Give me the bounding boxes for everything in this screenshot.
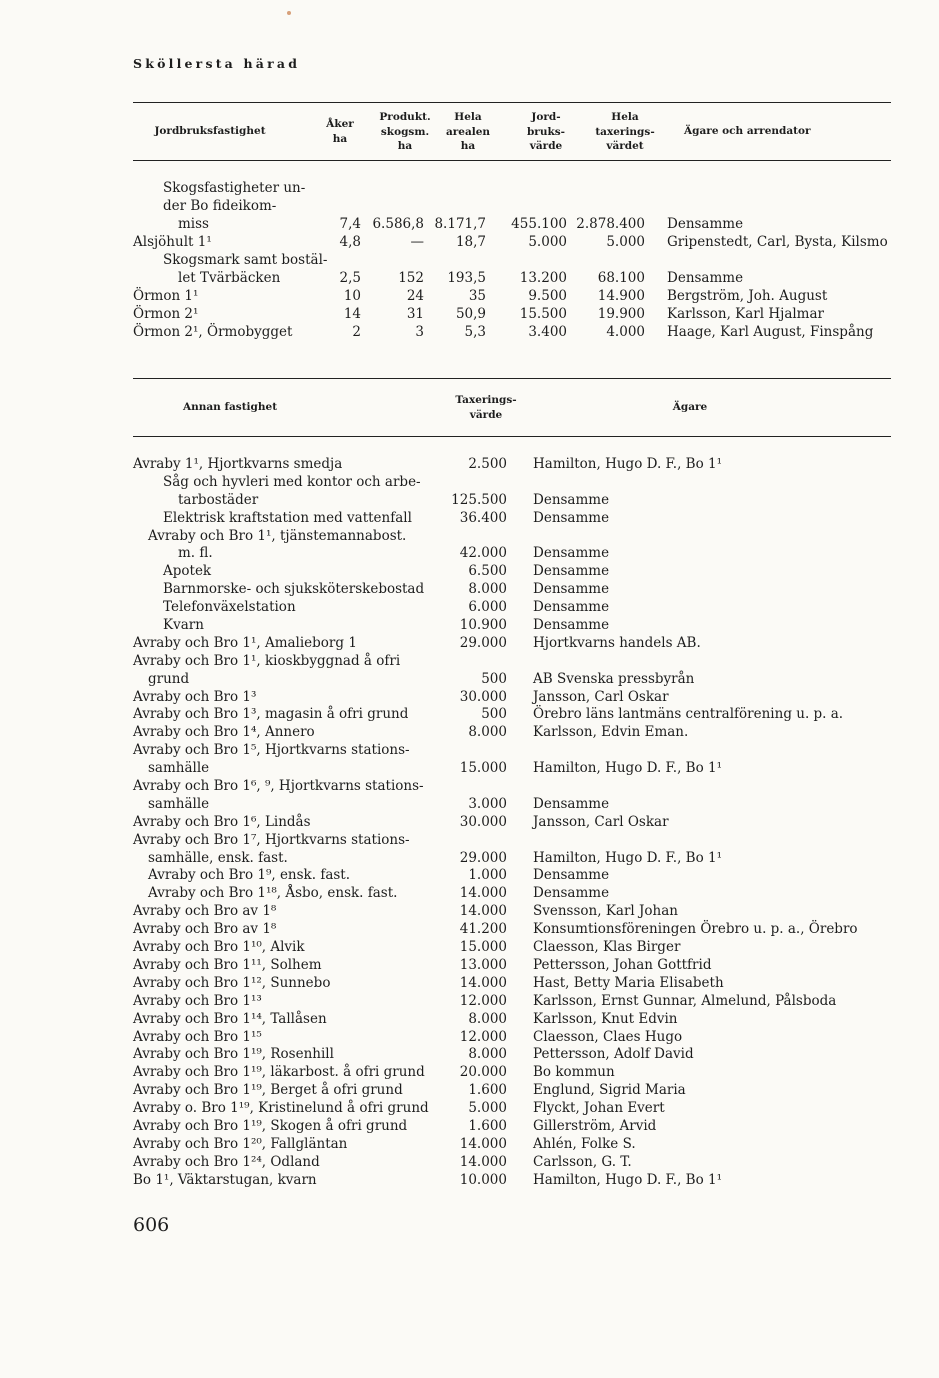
property-name: Örmon 1¹ [133, 288, 199, 304]
owner: Hamilton, Hugo D. F., Bo 1¹ [533, 456, 723, 472]
taxation-value: 15.000 [459, 760, 507, 777]
owner: Hamilton, Hugo D. F., Bo 1¹ [533, 760, 723, 777]
cell-areal: 5,3 [464, 324, 486, 340]
table-row [133, 724, 923, 742]
property-name: Avraby 1¹, Hjortkvarns smedja [133, 456, 343, 472]
owner: Densamme [533, 867, 610, 884]
taxation-value: 8.000 [468, 724, 507, 741]
table-row [133, 287, 913, 305]
taxation-value: 29.000 [459, 849, 507, 866]
taxation-value: 14.000 [459, 903, 507, 920]
taxation-value: 8.000 [468, 581, 507, 598]
table-row [133, 1100, 923, 1118]
owner: Karlsson, Knut Edvin [533, 1010, 678, 1027]
cell-skogsm: 6.586,8 [372, 216, 424, 232]
table-row [133, 599, 923, 617]
property-name: Skogsmark samt bostäl- [163, 252, 328, 268]
owner: Englund, Sigrid Maria [533, 1082, 686, 1099]
table-row [133, 215, 913, 233]
table2-top-rule [133, 378, 891, 379]
table-row [133, 1064, 923, 1082]
taxation-value: 41.200 [459, 921, 507, 938]
property-name: Elektrisk kraftstation med vattenfall [163, 509, 412, 526]
table-row [133, 850, 923, 868]
table2-body [133, 456, 923, 1190]
taxation-value: 29.000 [459, 634, 507, 651]
property-name: Avraby och Bro 1²⁴, Odland [133, 1153, 320, 1170]
cell-tax: 19.900 [597, 306, 645, 322]
property-name: grund [148, 670, 190, 687]
cell-jord: 9.500 [528, 288, 567, 304]
table-row [133, 653, 923, 671]
owner: Densamme [667, 270, 744, 286]
cell-jord: 455.100 [511, 216, 567, 232]
owner: Densamme [667, 216, 744, 232]
cell-jord: 15.500 [519, 306, 567, 322]
taxation-value: 20.000 [459, 1064, 507, 1081]
table1-top-rule [133, 102, 891, 103]
owner: Densamme [533, 599, 610, 616]
owner: Örebro läns lantmäns centralförening u. p. a. [533, 706, 844, 723]
property-name: Avraby och Bro 1⁴, Annero [133, 724, 315, 741]
property-name: Avraby och Bro 1⁶, Lindås [133, 813, 311, 830]
owner: Ahlén, Folke S. [533, 1135, 636, 1152]
owner: Hamilton, Hugo D. F., Bo 1¹ [533, 1171, 723, 1188]
cell-areal: 193,5 [447, 270, 486, 286]
table-row [133, 921, 923, 939]
cell-skogsm: 24 [406, 288, 424, 304]
cell-aker: 4,8 [339, 234, 361, 250]
table-row [133, 233, 913, 251]
table-row [133, 1172, 923, 1190]
property-name: der Bo fideikom- [163, 198, 277, 214]
owner: Karlsson, Edvin Eman. [533, 724, 689, 741]
property-name: Avraby och Bro 1¹⁸, Åsbo, ensk. fast. [148, 885, 398, 902]
property-name: Avraby och Bro 1¹⁵ [133, 1028, 262, 1045]
cell-tax: 5.000 [606, 234, 645, 250]
taxation-value: 30.000 [459, 688, 507, 705]
table-row [133, 1046, 923, 1064]
owner: Svensson, Karl Johan [533, 903, 678, 920]
owner: Konsumtionsföreningen Örebro u. p. a., Örebro [533, 921, 858, 938]
property-name: Avraby och Bro 1¹⁹, Rosenhill [133, 1046, 334, 1063]
cell-jord: 5.000 [528, 234, 567, 250]
table-row [133, 689, 923, 707]
t1-header-jordbruksvarde: Jord- bruks- värde [526, 111, 566, 152]
table-row [133, 867, 923, 885]
table-row [133, 563, 923, 581]
owner: Claesson, Klas Birger [533, 939, 681, 956]
table-row [133, 305, 913, 323]
taxation-value: 42.000 [459, 545, 507, 562]
table-row [133, 885, 923, 903]
table-row [133, 1029, 923, 1047]
cell-aker: 10 [343, 288, 361, 304]
owner: Jansson, Carl Oskar [533, 688, 669, 705]
table-row [133, 1118, 923, 1136]
owner: Gillerström, Arvid [533, 1117, 657, 1134]
taxation-value: 14.000 [459, 1153, 507, 1170]
property-name: Avraby och Bro 1¹, Amalieborg 1 [133, 634, 357, 651]
property-name: samhälle [148, 795, 210, 812]
taxation-value: 2.500 [468, 456, 507, 472]
table-row [133, 760, 923, 778]
owner: Claesson, Claes Hugo [533, 1028, 683, 1045]
property-name: Avraby och Bro 1¹⁹, läkarbost. å ofri grund [133, 1064, 425, 1081]
t1-header-arealen: Hela arealen ha [445, 111, 491, 152]
t2-header-value: Taxerings- värde [455, 394, 517, 421]
cell-areal: 18,7 [455, 234, 486, 250]
taxation-value: 125.500 [451, 491, 507, 508]
property-name: samhälle, ensk. fast. [148, 849, 288, 866]
property-name: Apotek [163, 563, 212, 580]
property-name: Avraby och Bro 1¹², Sunnebo [133, 974, 331, 991]
print-speck [287, 11, 291, 15]
cell-jord: 3.400 [528, 324, 567, 340]
property-name: Avraby och Bro 1¹¹, Solhem [133, 956, 322, 973]
table-row [133, 1011, 923, 1029]
table-row [133, 671, 923, 689]
property-name: Avraby och Bro av 1⁸ [133, 903, 277, 920]
table-row [133, 1136, 923, 1154]
table-row [133, 545, 923, 563]
table-row [133, 251, 913, 269]
owner: Bergström, Joh. August [667, 288, 828, 304]
t2-header-owner: Ägare [672, 401, 708, 413]
property-name: Avraby och Bro av 1⁸ [133, 921, 277, 938]
owner: Hamilton, Hugo D. F., Bo 1¹ [533, 849, 723, 866]
taxation-value: 500 [481, 706, 507, 723]
table1-body [133, 179, 913, 341]
owner: Bo kommun [533, 1064, 615, 1081]
table-row [133, 903, 923, 921]
taxation-value: 3.000 [468, 795, 507, 812]
owner: Carlsson, G. T. [533, 1153, 632, 1170]
property-name: Skogsfastigheter un- [163, 180, 306, 196]
table-row [133, 474, 923, 492]
property-name: Avraby och Bro 1¹⁹, Skogen å ofri grund [133, 1117, 408, 1134]
cell-areal: 35 [468, 288, 486, 304]
table-row [133, 993, 923, 1011]
owner: Densamme [533, 509, 610, 526]
taxation-value: 1.600 [468, 1082, 507, 1099]
property-name: Örmon 2¹, Örmobygget [133, 324, 293, 340]
property-name: Avraby och Bro 1¹⁴, Tallåsen [133, 1010, 327, 1027]
property-name: Bo 1¹, Väktarstugan, kvarn [133, 1171, 317, 1188]
cell-areal: 8.171,7 [434, 216, 486, 232]
property-name: Avraby och Bro 1¹³ [133, 992, 262, 1009]
table-row [133, 456, 923, 474]
property-name: Telefonväxelstation [163, 599, 296, 616]
cell-aker: 2 [352, 324, 361, 340]
cell-areal: 50,9 [455, 306, 486, 322]
t1-header-owner: Ägare och arrendator [684, 125, 811, 137]
taxation-value: 8.000 [468, 1046, 507, 1063]
table1-header-rule [133, 160, 891, 161]
cell-skogsm: 31 [406, 306, 424, 322]
property-name: Avraby och Bro 1³, magasin å ofri grund [133, 706, 409, 723]
table-row [133, 957, 923, 975]
t1-header-property: Jordbruksfastighet [154, 125, 266, 137]
table-row [133, 796, 923, 814]
property-name: Kvarn [163, 617, 204, 634]
table-row [133, 706, 923, 724]
taxation-value: 14.000 [459, 885, 507, 902]
table-row [133, 197, 913, 215]
property-name: let Tvärbäcken [178, 270, 281, 286]
property-name: tarbostäder [178, 491, 259, 508]
owner: Hast, Betty Maria Elisabeth [533, 974, 724, 991]
owner: AB Svenska pressbyrån [533, 670, 695, 687]
owner: Densamme [533, 545, 610, 562]
cell-skogsm: — [410, 234, 424, 250]
taxation-value: 1.000 [468, 867, 507, 884]
table-row [133, 617, 923, 635]
property-name: samhälle [148, 760, 210, 777]
t1-header-skogsm: Produkt. skogsm. ha [379, 111, 431, 152]
owner: Densamme [533, 795, 610, 812]
property-name: Avraby och Bro 1⁵, Hjortkvarns stations- [133, 742, 410, 759]
table-row [133, 635, 923, 653]
cell-tax: 4.000 [606, 324, 645, 340]
t1-header-aker: Åker ha [326, 118, 354, 145]
table-row [133, 1082, 923, 1100]
cell-tax: 2.878.400 [576, 216, 645, 232]
cell-aker: 2,5 [339, 270, 361, 286]
property-name: Barnmorske- och sjuksköterskebostad [163, 581, 425, 598]
property-name: Avraby och Bro 1¹, tjänstemannabost. [148, 527, 407, 544]
property-name: Avraby och Bro 1⁶, ⁹, Hjortkvarns stations- [133, 778, 424, 795]
t2-header-property: Annan fastighet [182, 401, 278, 413]
owner: Karlsson, Ernst Gunnar, Almelund, Pålsboda [533, 992, 837, 1009]
taxation-value: 6.500 [468, 563, 507, 580]
owner: Pettersson, Adolf David [533, 1046, 694, 1063]
property-name: Avraby och Bro 1¹⁰, Alvik [133, 939, 305, 956]
cell-skogsm: 3 [415, 324, 424, 340]
table-row [133, 269, 913, 287]
table-row [133, 975, 923, 993]
table-row [133, 323, 913, 341]
property-name: Avraby o. Bro 1¹⁹, Kristinelund å ofri grund [133, 1100, 429, 1117]
owner: Karlsson, Karl Hjalmar [667, 306, 824, 322]
cell-aker: 14 [343, 306, 361, 322]
property-name: Avraby och Bro 1¹, kioskbyggnad å ofri [133, 652, 401, 669]
table-row [133, 778, 923, 796]
page-number: 606 [133, 1214, 170, 1236]
owner: Densamme [533, 617, 610, 634]
owner: Gripenstedt, Carl, Bysta, Kilsmo [667, 234, 888, 250]
property-name: m. fl. [178, 545, 213, 562]
property-name: Avraby och Bro 1⁷, Hjortkvarns stations- [133, 831, 410, 848]
table-row [133, 832, 923, 850]
cell-aker: 7,4 [339, 216, 361, 232]
property-name: Avraby och Bro 1²⁰, Fallgläntan [133, 1135, 348, 1152]
owner: Flyckt, Johan Evert [533, 1100, 665, 1117]
owner: Haage, Karl August, Finspång [667, 324, 874, 340]
taxation-value: 36.400 [459, 509, 507, 526]
property-name: Avraby och Bro 1⁹, ensk. fast. [148, 867, 351, 884]
taxation-value: 10.900 [459, 617, 507, 634]
taxation-value: 12.000 [459, 992, 507, 1009]
owner: Densamme [533, 491, 610, 508]
cell-jord: 13.200 [519, 270, 567, 286]
t1-header-taxeringsvardet: Hela taxerings- värdet [595, 111, 655, 152]
table-row [133, 492, 923, 510]
owner: Pettersson, Johan Gottfrid [533, 956, 712, 973]
property-name: Alsjöhult 1¹ [133, 234, 212, 250]
property-name: Såg och hyvleri med kontor och arbe- [163, 473, 421, 490]
cell-tax: 68.100 [597, 270, 645, 286]
taxation-value: 14.000 [459, 974, 507, 991]
owner: Jansson, Carl Oskar [533, 813, 669, 830]
taxation-value: 5.000 [468, 1100, 507, 1117]
taxation-value: 30.000 [459, 813, 507, 830]
owner: Densamme [533, 563, 610, 580]
table-row [133, 510, 923, 528]
property-name: Örmon 2¹ [133, 306, 199, 322]
table-row [133, 742, 923, 760]
taxation-value: 1.600 [468, 1117, 507, 1134]
taxation-value: 15.000 [459, 939, 507, 956]
property-name: Avraby och Bro 1³ [133, 688, 257, 705]
table2-header-rule [133, 436, 891, 437]
table-row [133, 179, 913, 197]
taxation-value: 6.000 [468, 599, 507, 616]
owner: Densamme [533, 581, 610, 598]
owner: Densamme [533, 885, 610, 902]
table-row [133, 939, 923, 957]
owner: Hjortkvarns handels AB. [533, 634, 701, 651]
taxation-value: 500 [481, 670, 507, 687]
property-name: miss [178, 216, 209, 232]
cell-skogsm: 152 [398, 270, 424, 286]
taxation-value: 8.000 [468, 1010, 507, 1027]
property-name: Avraby och Bro 1¹⁹, Berget å ofri grund [133, 1082, 403, 1099]
cell-tax: 14.900 [597, 288, 645, 304]
table-row [133, 814, 923, 832]
taxation-value: 14.000 [459, 1135, 507, 1152]
section-title: Sköllersta härad [133, 56, 301, 71]
taxation-value: 12.000 [459, 1028, 507, 1045]
table-row [133, 1154, 923, 1172]
table-row [133, 581, 923, 599]
taxation-value: 10.000 [459, 1171, 507, 1188]
taxation-value: 13.000 [459, 956, 507, 973]
table-row [133, 528, 923, 546]
